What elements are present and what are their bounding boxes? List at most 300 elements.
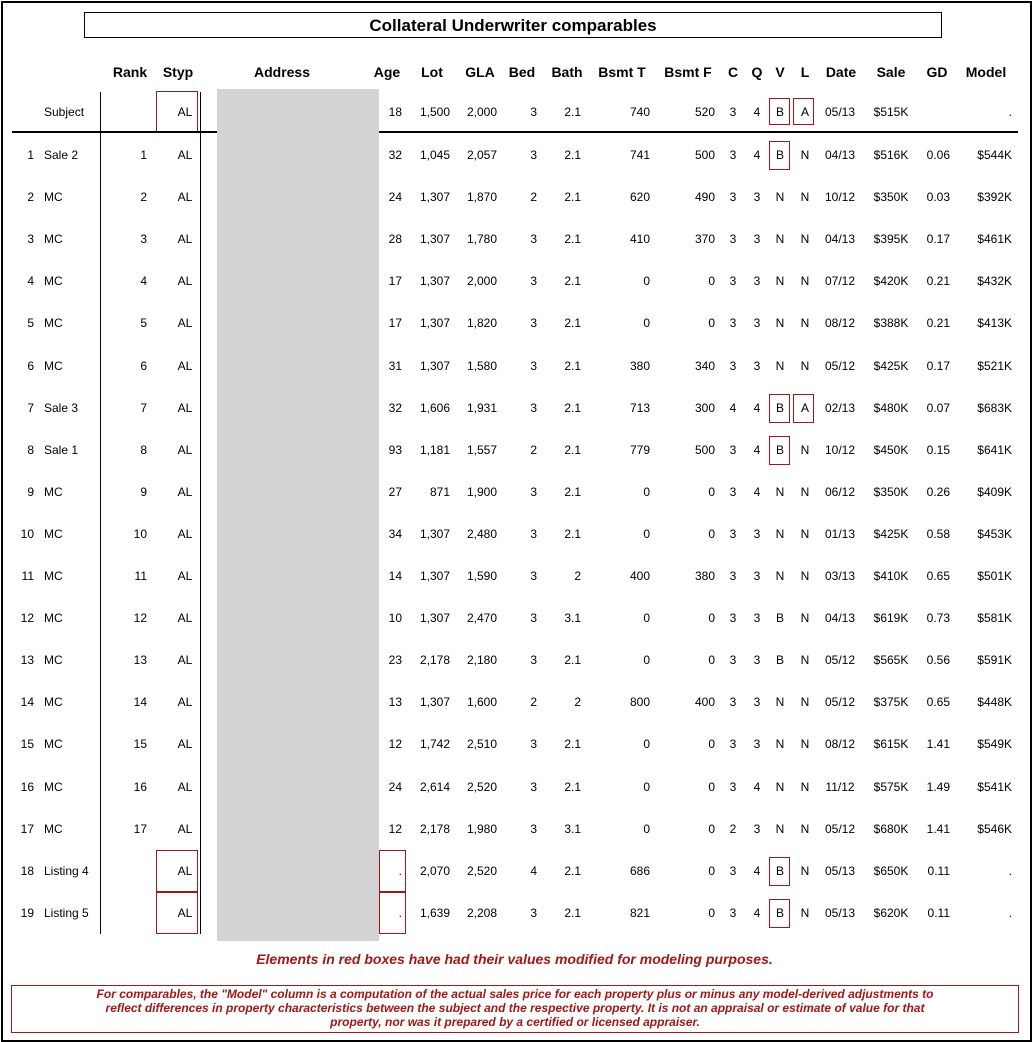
comp-c: 3 <box>729 274 737 288</box>
comp-bed: 3 <box>530 822 537 836</box>
comp-rank: 1 <box>140 148 147 162</box>
subject-bed: 3 <box>530 105 537 119</box>
comp-l: N <box>800 316 810 330</box>
row-number: 12 <box>20 611 34 625</box>
comp-bsmt-f: 0 <box>708 274 715 288</box>
comp-gla: 2,470 <box>466 611 497 625</box>
comp-l: N <box>800 485 810 499</box>
comp-v: B <box>775 148 785 162</box>
comp-l: N <box>800 527 810 541</box>
comp-lot: 1,307 <box>419 232 450 246</box>
subject-divider <box>12 131 1018 133</box>
comp-model: $544K <box>977 148 1012 162</box>
comp-sale: $516K <box>873 148 909 162</box>
comp-l: N <box>800 359 810 373</box>
comp-gla: 2,510 <box>466 737 497 751</box>
comp-v: N <box>775 274 785 288</box>
modified-value-box <box>769 394 790 423</box>
row-number: 3 <box>27 232 34 246</box>
comp-date: 08/12 <box>824 737 856 751</box>
comp-q: 4 <box>753 864 761 878</box>
comp-q: 4 <box>753 401 761 415</box>
comp-rank: 12 <box>133 611 147 625</box>
comp-gd: 0.17 <box>926 232 950 246</box>
comp-sale: $615K <box>873 737 909 751</box>
comp-name: MC <box>44 232 63 246</box>
comp-sale: $420K <box>873 274 909 288</box>
comp-rank: 11 <box>134 569 147 583</box>
comp-l: N <box>800 611 810 625</box>
comp-bsmt-t: 821 <box>629 906 650 920</box>
comp-v: N <box>775 232 785 246</box>
comp-age: 24 <box>388 780 402 794</box>
comp-styp: AL <box>177 148 193 162</box>
comp-q: 3 <box>753 359 761 373</box>
comp-bed: 2 <box>530 190 537 204</box>
comp-c: 3 <box>729 780 737 794</box>
comp-gd: 0.58 <box>926 527 950 541</box>
comp-age: 10 <box>388 611 402 625</box>
comp-name: MC <box>44 359 63 373</box>
modified-value-box <box>769 436 790 465</box>
comp-q: 3 <box>753 737 761 751</box>
comp-gla: 1,600 <box>466 695 497 709</box>
comp-l: N <box>800 274 810 288</box>
comp-gd: 0.11 <box>927 864 950 878</box>
comp-q: 4 <box>753 148 761 162</box>
comp-bath: 3.1 <box>564 822 581 836</box>
comp-bsmt-t: 0 <box>643 737 650 751</box>
comp-age: 17 <box>388 274 402 288</box>
header-age: Age <box>373 64 401 80</box>
comp-bsmt-f: 400 <box>694 695 715 709</box>
comp-model: $549K <box>977 737 1012 751</box>
comp-date: 01/13 <box>824 527 856 541</box>
row-number: 5 <box>27 316 34 330</box>
comp-bed: 4 <box>530 864 537 878</box>
row-number: 8 <box>27 443 34 457</box>
red-box-note: Elements in red boxes have had their values modified for modeling purposes. <box>256 951 773 967</box>
comp-c: 3 <box>729 569 737 583</box>
comp-age: 12 <box>388 822 402 836</box>
disclaimer-line: reflect differences in property characteristics between the subject and the respective property. It is not an appraisal or estimate of value for that <box>105 1001 925 1015</box>
comp-model: $461K <box>977 232 1012 246</box>
comp-bsmt-t: 0 <box>643 485 650 499</box>
row-number: 15 <box>20 737 34 751</box>
comp-gd: 0.11 <box>927 906 950 920</box>
comp-lot: 1,307 <box>419 316 450 330</box>
column-divider <box>200 92 201 934</box>
subject-bsmt-f: 520 <box>694 105 715 119</box>
comp-model: $581K <box>977 611 1012 625</box>
subject-model: . <box>1008 105 1012 119</box>
comp-l: N <box>800 148 810 162</box>
comp-c: 3 <box>729 232 737 246</box>
comp-rank: 7 <box>140 401 147 415</box>
comp-model: $641K <box>977 443 1012 457</box>
comp-bed: 3 <box>530 274 537 288</box>
comp-rank: 9 <box>140 485 147 499</box>
comp-bsmt-t: 0 <box>643 780 650 794</box>
row-number: 1 <box>27 148 34 162</box>
comp-age: . <box>398 906 402 920</box>
comp-bath: 2 <box>574 569 581 583</box>
model-disclaimer <box>11 985 1019 1033</box>
comp-styp: AL <box>177 527 193 541</box>
comp-model: $501K <box>977 569 1012 583</box>
modified-value-box <box>793 98 814 125</box>
comp-bsmt-t: 779 <box>629 443 650 457</box>
comp-model: $448K <box>977 695 1012 709</box>
subject-gla: 2,000 <box>466 105 497 119</box>
row-number: 16 <box>20 780 34 794</box>
comp-bsmt-f: 500 <box>694 443 715 457</box>
comp-gd: 0.06 <box>926 148 950 162</box>
comp-gla: 1,900 <box>466 485 497 499</box>
comp-bed: 3 <box>530 401 537 415</box>
comp-q: 4 <box>753 443 761 457</box>
column-divider <box>100 92 101 934</box>
subject-q: 4 <box>753 105 761 119</box>
comp-rank: 15 <box>133 737 147 751</box>
comp-bsmt-t: 713 <box>629 401 650 415</box>
comp-c: 3 <box>729 527 737 541</box>
comp-c: 3 <box>729 443 737 457</box>
comp-age: 32 <box>388 401 402 415</box>
comp-bath: 2.1 <box>564 653 581 667</box>
comp-name: Sale 2 <box>44 148 79 162</box>
comp-c: 3 <box>729 148 737 162</box>
page-title: Collateral Underwriter comparables <box>84 12 942 38</box>
comp-bsmt-t: 0 <box>643 316 650 330</box>
comp-lot: 1,181 <box>419 443 450 457</box>
comp-q: 3 <box>753 274 761 288</box>
header-address: Address <box>253 64 311 80</box>
comp-age: 12 <box>388 737 402 751</box>
comp-v: N <box>775 695 785 709</box>
comp-name: Sale 3 <box>44 401 79 415</box>
comp-rank: 2 <box>140 190 147 204</box>
comp-age: 27 <box>388 485 402 499</box>
comp-bsmt-f: 0 <box>708 527 715 541</box>
comp-sale: $350K <box>873 190 909 204</box>
comp-styp: AL <box>177 653 193 667</box>
comp-bed: 3 <box>530 232 537 246</box>
comp-rank: 16 <box>133 780 147 794</box>
modified-value-box <box>769 899 790 928</box>
row-number: 6 <box>27 359 34 373</box>
comp-styp: AL <box>177 443 193 457</box>
comp-bsmt-f: 500 <box>694 148 715 162</box>
row-number: 11 <box>21 569 34 583</box>
comp-age: 93 <box>388 443 402 457</box>
comp-lot: 2,178 <box>419 822 450 836</box>
comp-lot: 871 <box>429 485 450 499</box>
subject-age: 18 <box>388 105 402 119</box>
comp-date: 04/13 <box>824 611 856 625</box>
comp-lot: 2,070 <box>419 864 450 878</box>
comp-q: 3 <box>753 190 761 204</box>
comp-age: . <box>398 864 402 878</box>
comp-bsmt-t: 410 <box>629 232 650 246</box>
comp-gla: 2,180 <box>466 653 497 667</box>
comp-date: 08/12 <box>824 316 856 330</box>
comp-lot: 1,606 <box>419 401 450 415</box>
modified-value-box <box>379 850 406 892</box>
subject-date: 05/13 <box>824 105 856 119</box>
comp-name: MC <box>44 737 63 751</box>
comp-bed: 3 <box>530 737 537 751</box>
comp-name: Sale 1 <box>44 443 79 457</box>
header-v: V <box>775 64 785 80</box>
row-number: 9 <box>27 485 34 499</box>
comp-bsmt-t: 0 <box>643 822 650 836</box>
comp-rank: 3 <box>140 232 147 246</box>
comp-model: $413K <box>977 316 1012 330</box>
comp-styp: AL <box>177 485 193 499</box>
comp-v: N <box>775 780 785 794</box>
header-lot: Lot <box>421 64 443 80</box>
comp-gla: 1,980 <box>466 822 497 836</box>
comp-bsmt-t: 380 <box>629 359 650 373</box>
comp-name: MC <box>44 822 63 836</box>
comp-bsmt-t: 0 <box>643 611 650 625</box>
comp-date: 10/12 <box>824 190 856 204</box>
header-bsmt-f: Bsmt F <box>664 64 712 80</box>
comp-l: N <box>800 780 810 794</box>
row-number: 14 <box>20 695 34 709</box>
comp-rank: 5 <box>140 316 147 330</box>
comp-rank: 6 <box>140 359 147 373</box>
comp-sale: $350K <box>873 485 909 499</box>
header-rank: Rank <box>112 64 148 80</box>
comp-q: 3 <box>753 527 761 541</box>
comp-bath: 2.1 <box>564 148 581 162</box>
comp-rank: 10 <box>133 527 147 541</box>
comp-name: MC <box>44 653 63 667</box>
subject-c: 3 <box>729 105 737 119</box>
comp-bsmt-f: 370 <box>694 232 715 246</box>
comp-name: MC <box>44 780 63 794</box>
comp-v: N <box>775 316 785 330</box>
comp-q: 4 <box>753 485 761 499</box>
comp-name: MC <box>44 695 63 709</box>
comp-age: 17 <box>388 316 402 330</box>
comp-lot: 1,307 <box>419 611 450 625</box>
comp-date: 07/12 <box>824 274 856 288</box>
comp-l: N <box>800 190 810 204</box>
comp-age: 28 <box>388 232 402 246</box>
comp-gla: 1,870 <box>466 190 497 204</box>
comp-styp: AL <box>177 906 193 920</box>
comp-c: 3 <box>729 316 737 330</box>
comp-gla: 2,480 <box>466 527 497 541</box>
comp-bed: 3 <box>530 527 537 541</box>
comp-v: B <box>775 653 785 667</box>
comp-v: N <box>775 737 785 751</box>
subject-styp: AL <box>177 105 193 119</box>
modified-value-box <box>793 394 814 423</box>
comp-styp: AL <box>177 864 193 878</box>
comp-gla: 1,580 <box>466 359 497 373</box>
comp-bed: 3 <box>530 316 537 330</box>
comp-sale: $375K <box>873 695 909 709</box>
comp-date: 06/12 <box>824 485 856 499</box>
comp-c: 3 <box>729 737 737 751</box>
comp-bath: 2.1 <box>564 443 581 457</box>
comp-bsmt-f: 0 <box>708 485 715 499</box>
comp-age: 24 <box>388 190 402 204</box>
comp-gd: 0.21 <box>926 274 950 288</box>
subject-sale: $515K <box>873 105 909 119</box>
header-gd: GD <box>926 64 948 80</box>
comp-date: 11/12 <box>825 780 855 794</box>
comp-styp: AL <box>177 190 193 204</box>
address-redaction <box>217 89 379 941</box>
comp-gd: 0.56 <box>926 653 950 667</box>
header-bsmt-t: Bsmt T <box>598 64 646 80</box>
comp-model: . <box>1008 864 1012 878</box>
comp-gla: 1,557 <box>466 443 497 457</box>
comp-gd: 1.41 <box>926 737 950 751</box>
comp-sale: $395K <box>873 232 909 246</box>
comp-bsmt-f: 0 <box>708 611 715 625</box>
comp-c: 4 <box>729 401 737 415</box>
comp-model: $409K <box>977 485 1012 499</box>
comp-bsmt-t: 0 <box>643 274 650 288</box>
comp-c: 3 <box>729 485 737 499</box>
comp-lot: 2,178 <box>419 653 450 667</box>
disclaimer-line: property, nor was it prepared by a certified or licensed appraiser. <box>330 1015 700 1029</box>
modified-value-box <box>769 857 790 886</box>
comp-name: MC <box>44 316 63 330</box>
subject-l: A <box>800 105 810 119</box>
comp-gla: 2,520 <box>466 864 497 878</box>
row-number: 17 <box>20 822 34 836</box>
comp-styp: AL <box>177 611 193 625</box>
header-bath: Bath <box>551 64 583 80</box>
modified-value-box <box>156 850 198 892</box>
comp-gd: 0.07 <box>926 401 950 415</box>
comp-styp: AL <box>177 316 193 330</box>
comp-q: 3 <box>753 316 761 330</box>
comp-styp: AL <box>177 274 193 288</box>
comp-v: N <box>775 485 785 499</box>
comp-bath: 2.1 <box>564 190 581 204</box>
comp-sale: $620K <box>873 906 909 920</box>
comp-sale: $480K <box>873 401 909 415</box>
header-sale: Sale <box>876 64 906 80</box>
comp-date: 02/13 <box>824 401 856 415</box>
comp-lot: 1,307 <box>419 695 450 709</box>
comp-rank: 4 <box>140 274 147 288</box>
comp-gla: 2,208 <box>466 906 497 920</box>
row-number: 10 <box>20 527 34 541</box>
comp-rank: 17 <box>133 822 147 836</box>
comp-l: N <box>800 569 810 583</box>
comp-gd: 0.26 <box>926 485 950 499</box>
comp-bed: 3 <box>530 611 537 625</box>
comp-bsmt-f: 490 <box>694 190 715 204</box>
modified-value-box <box>769 141 790 170</box>
comp-bsmt-f: 380 <box>694 569 715 583</box>
comp-sale: $388K <box>873 316 909 330</box>
comp-model: . <box>1008 906 1012 920</box>
header-date: Date <box>825 64 857 80</box>
row-number: 13 <box>20 653 34 667</box>
comp-name: Listing 4 <box>44 864 89 878</box>
comp-date: 05/13 <box>824 864 856 878</box>
comp-bath: 2.1 <box>564 527 581 541</box>
comp-lot: 2,614 <box>419 780 450 794</box>
modified-value-box <box>156 892 198 934</box>
comp-bath: 2.1 <box>564 906 581 920</box>
comp-name: MC <box>44 527 63 541</box>
comp-gla: 1,820 <box>466 316 497 330</box>
comp-q: 3 <box>753 653 761 667</box>
comp-bed: 3 <box>530 906 537 920</box>
comp-styp: AL <box>177 822 193 836</box>
comp-v: B <box>775 443 785 457</box>
comp-l: N <box>800 232 810 246</box>
comp-c: 3 <box>729 611 737 625</box>
comp-bsmt-f: 0 <box>708 822 715 836</box>
comp-bsmt-f: 340 <box>694 359 715 373</box>
comp-q: 3 <box>753 569 761 583</box>
comp-model: $392K <box>977 190 1012 204</box>
comp-bath: 2 <box>574 695 581 709</box>
comp-c: 3 <box>729 864 737 878</box>
comp-q: 3 <box>753 611 761 625</box>
comp-gla: 2,000 <box>466 274 497 288</box>
comp-sale: $565K <box>873 653 909 667</box>
comp-c: 3 <box>729 190 737 204</box>
row-number: 7 <box>27 401 34 415</box>
comp-bed: 3 <box>530 148 537 162</box>
comp-q: 3 <box>753 822 761 836</box>
header-c: C <box>727 64 739 80</box>
comp-c: 3 <box>729 906 737 920</box>
comp-l: N <box>800 443 810 457</box>
comp-bed: 2 <box>530 695 537 709</box>
comp-bsmt-f: 300 <box>694 401 715 415</box>
comp-sale: $650K <box>873 864 909 878</box>
comp-gd: 0.15 <box>926 443 950 457</box>
comp-q: 4 <box>753 780 761 794</box>
comp-bsmt-f: 0 <box>708 737 715 751</box>
comp-bsmt-t: 620 <box>629 190 650 204</box>
comp-styp: AL <box>177 232 193 246</box>
comp-bath: 2.1 <box>564 274 581 288</box>
comp-styp: AL <box>177 695 193 709</box>
comp-bed: 2 <box>530 443 537 457</box>
comp-c: 3 <box>729 695 737 709</box>
comp-bsmt-f: 0 <box>708 864 715 878</box>
comp-bsmt-t: 400 <box>629 569 650 583</box>
comp-rank: 8 <box>140 443 147 457</box>
comp-name: MC <box>44 274 63 288</box>
comp-v: N <box>775 359 785 373</box>
comp-q: 3 <box>753 232 761 246</box>
comp-date: 05/13 <box>824 906 856 920</box>
comp-name: MC <box>44 611 63 625</box>
comp-lot: 1,307 <box>419 274 450 288</box>
comp-gd: 0.03 <box>926 190 950 204</box>
comp-rank: 13 <box>133 653 147 667</box>
comp-age: 32 <box>388 148 402 162</box>
comp-l: N <box>800 906 810 920</box>
comp-lot: 1,045 <box>419 148 450 162</box>
